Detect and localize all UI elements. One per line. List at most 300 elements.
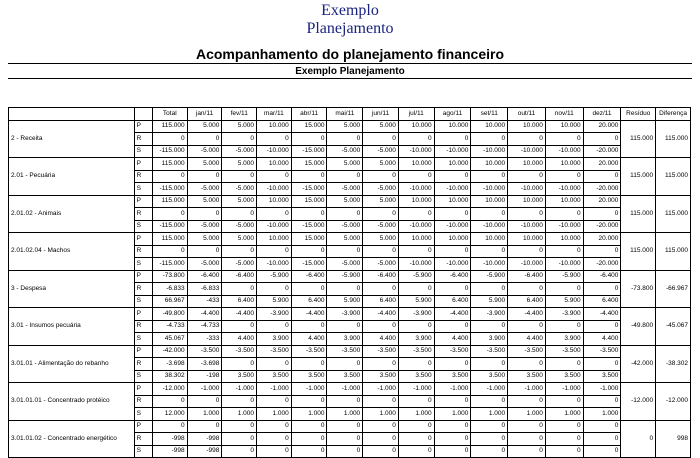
value-cell: -5.900 bbox=[327, 270, 363, 283]
value-cell: 1.000 bbox=[257, 408, 292, 421]
value-cell: -6.833 bbox=[187, 283, 222, 296]
row-type: R bbox=[134, 395, 152, 408]
logo-line-2: Planejamento bbox=[306, 20, 394, 37]
table-row bbox=[9, 308, 691, 321]
value-cell: 0 bbox=[327, 208, 363, 221]
value-cell: -4.733 bbox=[152, 320, 187, 333]
value-cell: 4.400 bbox=[508, 333, 546, 346]
value-cell: 0 bbox=[398, 245, 434, 258]
value-cell: -3.500 bbox=[583, 345, 621, 358]
value-cell: -10.000 bbox=[434, 145, 471, 158]
value-cell: 0 bbox=[222, 358, 257, 371]
value-cell: 3.900 bbox=[327, 333, 363, 346]
value-cell: -5.000 bbox=[327, 220, 363, 233]
value-cell: 0 bbox=[508, 133, 546, 146]
value-cell: 0 bbox=[187, 133, 222, 146]
value-cell: -4.400 bbox=[291, 308, 327, 321]
value-cell: -3.500 bbox=[291, 345, 327, 358]
account-label: 3.01.01.01 - Concentrado protéico bbox=[9, 383, 135, 421]
column-header: nov/11 bbox=[545, 108, 583, 121]
value-cell: 5.000 bbox=[187, 120, 222, 133]
value-cell: 15.000 bbox=[291, 195, 327, 208]
value-cell: 10.000 bbox=[471, 233, 508, 246]
value-cell: 0 bbox=[187, 420, 222, 433]
value-cell: 0 bbox=[583, 433, 621, 446]
row-type: S bbox=[134, 145, 152, 158]
value-cell: -4.400 bbox=[222, 308, 257, 321]
value-cell: 5.900 bbox=[398, 295, 434, 308]
value-cell: 0 bbox=[545, 433, 583, 446]
value-cell: -10.000 bbox=[508, 183, 546, 196]
value-cell: -10.000 bbox=[257, 145, 292, 158]
value-cell: 1.000 bbox=[363, 408, 399, 421]
value-cell: -3.500 bbox=[545, 345, 583, 358]
row-type: R bbox=[134, 245, 152, 258]
value-cell: 0 bbox=[291, 170, 327, 183]
value-cell: 0 bbox=[363, 208, 399, 221]
row-type: R bbox=[134, 133, 152, 146]
value-cell: 10.000 bbox=[508, 195, 546, 208]
value-cell: 0 bbox=[434, 445, 471, 458]
value-cell: -5.000 bbox=[187, 183, 222, 196]
column-header: abr/11 bbox=[291, 108, 327, 121]
value-cell: 5.900 bbox=[257, 295, 292, 308]
value-cell: 5.000 bbox=[222, 233, 257, 246]
value-cell: -5.900 bbox=[471, 270, 508, 283]
value-cell: -3.500 bbox=[187, 345, 222, 358]
value-cell: 0 bbox=[152, 170, 187, 183]
value-cell: -20.000 bbox=[583, 145, 621, 158]
value-cell: -3.900 bbox=[545, 308, 583, 321]
value-cell: 0 bbox=[434, 395, 471, 408]
value-cell: 10.000 bbox=[398, 158, 434, 171]
value-cell: 10.000 bbox=[508, 233, 546, 246]
value-cell: -20.000 bbox=[583, 183, 621, 196]
value-cell: -5.900 bbox=[545, 270, 583, 283]
column-header: fev/11 bbox=[222, 108, 257, 121]
value-cell: 0 bbox=[508, 395, 546, 408]
value-cell: 0 bbox=[434, 208, 471, 221]
value-cell: 0 bbox=[583, 283, 621, 296]
value-cell: 0 bbox=[398, 395, 434, 408]
column-header: mai/11 bbox=[327, 108, 363, 121]
value-cell: 0 bbox=[434, 320, 471, 333]
value-cell: 20.000 bbox=[583, 195, 621, 208]
value-cell: -5.000 bbox=[363, 145, 399, 158]
value-cell: 3.500 bbox=[222, 370, 257, 383]
value-cell: 5.000 bbox=[187, 233, 222, 246]
diferenca-cell: -38.302 bbox=[656, 345, 691, 383]
report-subtitle: Exemplo Planejamento bbox=[295, 66, 405, 77]
value-cell: 5.000 bbox=[327, 120, 363, 133]
value-cell: 0 bbox=[545, 445, 583, 458]
value-cell: -1.000 bbox=[583, 383, 621, 396]
value-cell: -5.000 bbox=[187, 220, 222, 233]
value-cell: 0 bbox=[508, 320, 546, 333]
value-cell: 5.000 bbox=[327, 195, 363, 208]
value-cell: -6.400 bbox=[291, 270, 327, 283]
value-cell: 0 bbox=[152, 133, 187, 146]
value-cell: -10.000 bbox=[398, 145, 434, 158]
value-cell: -5.000 bbox=[222, 145, 257, 158]
value-cell: 0 bbox=[152, 208, 187, 221]
value-cell: 3.500 bbox=[545, 370, 583, 383]
row-type: P bbox=[134, 308, 152, 321]
value-cell: 0 bbox=[291, 358, 327, 371]
value-cell: 0 bbox=[327, 358, 363, 371]
value-cell: 0 bbox=[471, 395, 508, 408]
value-cell: -4.400 bbox=[434, 308, 471, 321]
value-cell: -10.000 bbox=[257, 258, 292, 271]
value-cell: 0 bbox=[434, 170, 471, 183]
value-cell: 3.500 bbox=[434, 370, 471, 383]
value-cell: -10.000 bbox=[434, 183, 471, 196]
value-cell: -1.000 bbox=[257, 383, 292, 396]
value-cell: 0 bbox=[508, 445, 546, 458]
value-cell: 0 bbox=[545, 208, 583, 221]
value-cell: 0 bbox=[583, 133, 621, 146]
value-cell: 0 bbox=[398, 358, 434, 371]
column-header: mar/11 bbox=[257, 108, 292, 121]
row-type: P bbox=[134, 270, 152, 283]
value-cell: 0 bbox=[291, 420, 327, 433]
value-cell: 0 bbox=[434, 245, 471, 258]
value-cell: 0 bbox=[152, 245, 187, 258]
value-cell: 0 bbox=[257, 445, 292, 458]
value-cell: 0 bbox=[545, 245, 583, 258]
diferenca-cell: 115.000 bbox=[656, 120, 691, 158]
residuo-cell: -12.000 bbox=[621, 383, 656, 421]
value-cell: 3.500 bbox=[257, 370, 292, 383]
table-row bbox=[9, 345, 691, 358]
value-cell: 0 bbox=[545, 283, 583, 296]
account-label: 3.01 - Insumos pecuária bbox=[9, 308, 135, 346]
value-cell: 0 bbox=[471, 170, 508, 183]
value-cell: 6.400 bbox=[583, 295, 621, 308]
value-cell: -5.000 bbox=[187, 145, 222, 158]
value-cell: 1.000 bbox=[222, 408, 257, 421]
value-cell: -1.000 bbox=[545, 383, 583, 396]
value-cell: 0 bbox=[583, 395, 621, 408]
value-cell: 0 bbox=[583, 420, 621, 433]
value-cell: 0 bbox=[583, 358, 621, 371]
value-cell: 3.900 bbox=[398, 333, 434, 346]
value-cell: -15.000 bbox=[291, 220, 327, 233]
residuo-cell: -73.800 bbox=[621, 270, 656, 308]
value-cell: -3.500 bbox=[363, 345, 399, 358]
account-label: 2.01.02.04 - Machos bbox=[9, 233, 135, 271]
value-cell: 0 bbox=[257, 133, 292, 146]
value-cell: 0 bbox=[222, 170, 257, 183]
value-cell: -3.900 bbox=[398, 308, 434, 321]
residuo-cell: -49.800 bbox=[621, 308, 656, 346]
value-cell: -115.000 bbox=[152, 258, 187, 271]
value-cell: 4.400 bbox=[291, 333, 327, 346]
value-cell: -3.900 bbox=[327, 308, 363, 321]
table-row bbox=[9, 270, 691, 283]
value-cell: 0 bbox=[398, 420, 434, 433]
value-cell: 3.900 bbox=[257, 333, 292, 346]
value-cell: 5.900 bbox=[471, 295, 508, 308]
value-cell: -3.500 bbox=[508, 345, 546, 358]
value-cell: 4.400 bbox=[583, 333, 621, 346]
value-cell: 0 bbox=[508, 283, 546, 296]
value-cell: 3.500 bbox=[471, 370, 508, 383]
value-cell: 0 bbox=[471, 420, 508, 433]
value-cell: 4.400 bbox=[363, 333, 399, 346]
value-cell: 4.400 bbox=[222, 333, 257, 346]
value-cell: 20.000 bbox=[583, 120, 621, 133]
value-cell: 3.500 bbox=[327, 370, 363, 383]
value-cell: -333 bbox=[187, 333, 222, 346]
value-cell: -10.000 bbox=[545, 145, 583, 158]
value-cell: 10.000 bbox=[434, 120, 471, 133]
value-cell: 0 bbox=[222, 245, 257, 258]
value-cell: -10.000 bbox=[257, 183, 292, 196]
value-cell: 0 bbox=[257, 433, 292, 446]
title-divider bbox=[8, 63, 692, 64]
row-type: P bbox=[134, 345, 152, 358]
value-cell: 15.000 bbox=[291, 120, 327, 133]
row-type: S bbox=[134, 295, 152, 308]
value-cell: -6.400 bbox=[434, 270, 471, 283]
value-cell: -3.500 bbox=[398, 345, 434, 358]
value-cell: 115.000 bbox=[152, 158, 187, 171]
value-cell: 0 bbox=[434, 358, 471, 371]
value-cell: 0 bbox=[545, 170, 583, 183]
value-cell: 0 bbox=[363, 433, 399, 446]
value-cell: -5.000 bbox=[187, 258, 222, 271]
value-cell: 0 bbox=[222, 445, 257, 458]
value-cell: 0 bbox=[508, 208, 546, 221]
value-cell: -20.000 bbox=[583, 220, 621, 233]
value-cell: -3.500 bbox=[257, 345, 292, 358]
planning-table bbox=[8, 107, 691, 458]
value-cell: 1.000 bbox=[327, 408, 363, 421]
row-type: S bbox=[134, 258, 152, 271]
value-cell: -998 bbox=[187, 433, 222, 446]
row-type: S bbox=[134, 183, 152, 196]
value-cell: -10.000 bbox=[508, 258, 546, 271]
value-cell: 0 bbox=[257, 170, 292, 183]
value-cell: 0 bbox=[398, 283, 434, 296]
value-cell: -998 bbox=[187, 445, 222, 458]
value-cell: 0 bbox=[327, 320, 363, 333]
value-cell: 0 bbox=[152, 420, 187, 433]
value-cell: -998 bbox=[152, 445, 187, 458]
value-cell: 0 bbox=[327, 133, 363, 146]
value-cell: -10.000 bbox=[471, 145, 508, 158]
value-cell: -73.800 bbox=[152, 270, 187, 283]
value-cell: -1.000 bbox=[363, 383, 399, 396]
value-cell: -10.000 bbox=[257, 220, 292, 233]
value-cell: 5.000 bbox=[187, 158, 222, 171]
value-cell: -4.400 bbox=[363, 308, 399, 321]
value-cell: -10.000 bbox=[471, 183, 508, 196]
value-cell: 0 bbox=[257, 283, 292, 296]
value-cell: 5.000 bbox=[327, 233, 363, 246]
value-cell: 0 bbox=[222, 420, 257, 433]
value-cell: -4.400 bbox=[508, 308, 546, 321]
table-row bbox=[9, 420, 691, 433]
value-cell: 0 bbox=[545, 133, 583, 146]
row-type: R bbox=[134, 320, 152, 333]
column-header: ago/11 bbox=[434, 108, 471, 121]
value-cell: 0 bbox=[471, 208, 508, 221]
value-cell: 1.000 bbox=[187, 408, 222, 421]
column-header: Diferença bbox=[656, 108, 691, 121]
value-cell: 0 bbox=[327, 170, 363, 183]
value-cell: 10.000 bbox=[508, 158, 546, 171]
row-type: R bbox=[134, 283, 152, 296]
value-cell: 0 bbox=[583, 245, 621, 258]
value-cell: -6.833 bbox=[152, 283, 187, 296]
value-cell: 0 bbox=[363, 358, 399, 371]
value-cell: -6.400 bbox=[363, 270, 399, 283]
value-cell: -998 bbox=[152, 433, 187, 446]
logo-line-1: Exemplo bbox=[321, 2, 379, 19]
value-cell: 0 bbox=[327, 445, 363, 458]
value-cell: -1.000 bbox=[327, 383, 363, 396]
value-cell: 10.000 bbox=[508, 120, 546, 133]
value-cell: 20.000 bbox=[583, 233, 621, 246]
row-type: R bbox=[134, 208, 152, 221]
value-cell: 0 bbox=[545, 358, 583, 371]
value-cell: 0 bbox=[398, 170, 434, 183]
value-cell: 0 bbox=[508, 170, 546, 183]
column-header: jun/11 bbox=[363, 108, 399, 121]
value-cell: 0 bbox=[583, 320, 621, 333]
value-cell: -3.698 bbox=[187, 358, 222, 371]
value-cell: 1.000 bbox=[508, 408, 546, 421]
value-cell: -5.000 bbox=[363, 220, 399, 233]
value-cell: -198 bbox=[187, 370, 222, 383]
report-title: Acompanhamento do planejamento financeiro bbox=[195, 46, 505, 62]
value-cell: 0 bbox=[471, 358, 508, 371]
value-cell: 0 bbox=[257, 395, 292, 408]
table-row bbox=[9, 120, 691, 133]
column-header: jan/11 bbox=[187, 108, 222, 121]
diferenca-cell: 115.000 bbox=[656, 158, 691, 196]
value-cell: 0 bbox=[508, 420, 546, 433]
value-cell: -15.000 bbox=[291, 145, 327, 158]
value-cell: -10.000 bbox=[434, 258, 471, 271]
value-cell: 0 bbox=[508, 245, 546, 258]
diferenca-cell: 115.000 bbox=[656, 233, 691, 271]
value-cell: 6.400 bbox=[434, 295, 471, 308]
value-cell: -10.000 bbox=[545, 183, 583, 196]
value-cell: 5.000 bbox=[363, 120, 399, 133]
value-cell: 10.000 bbox=[545, 233, 583, 246]
diferenca-cell: -12.000 bbox=[656, 383, 691, 421]
value-cell: 5.000 bbox=[222, 120, 257, 133]
subtitle-divider bbox=[8, 78, 692, 79]
value-cell: -3.500 bbox=[222, 345, 257, 358]
value-cell: 3.500 bbox=[583, 370, 621, 383]
value-cell: -1.000 bbox=[291, 383, 327, 396]
value-cell: 0 bbox=[471, 133, 508, 146]
column-header: set/11 bbox=[471, 108, 508, 121]
value-cell: -3.500 bbox=[327, 345, 363, 358]
value-cell: -1.000 bbox=[434, 383, 471, 396]
value-cell: 0 bbox=[327, 433, 363, 446]
value-cell: -1.000 bbox=[187, 383, 222, 396]
value-cell: 0 bbox=[508, 433, 546, 446]
value-cell: 10.000 bbox=[398, 120, 434, 133]
value-cell: 3.500 bbox=[508, 370, 546, 383]
value-cell: 0 bbox=[291, 445, 327, 458]
value-cell: -6.400 bbox=[508, 270, 546, 283]
value-cell: 0 bbox=[583, 208, 621, 221]
value-cell: -10.000 bbox=[398, 183, 434, 196]
value-cell: -10.000 bbox=[398, 220, 434, 233]
value-cell: 5.000 bbox=[222, 158, 257, 171]
brand-logo bbox=[0, 2, 700, 38]
value-cell: 0 bbox=[471, 245, 508, 258]
value-cell: -10.000 bbox=[434, 220, 471, 233]
row-type: P bbox=[134, 120, 152, 133]
value-cell: -5.000 bbox=[222, 183, 257, 196]
value-cell: -6.400 bbox=[222, 270, 257, 283]
value-cell: 0 bbox=[363, 133, 399, 146]
value-cell: 0 bbox=[327, 245, 363, 258]
value-cell: 3.500 bbox=[398, 370, 434, 383]
value-cell: 10.000 bbox=[471, 195, 508, 208]
value-cell: 0 bbox=[187, 395, 222, 408]
value-cell: 66.967 bbox=[152, 295, 187, 308]
header-type bbox=[134, 108, 152, 121]
value-cell: 1.000 bbox=[583, 408, 621, 421]
residuo-cell: 0 bbox=[621, 420, 656, 458]
table-row bbox=[9, 233, 691, 246]
value-cell: 0 bbox=[471, 320, 508, 333]
value-cell: 115.000 bbox=[152, 233, 187, 246]
value-cell: 0 bbox=[363, 320, 399, 333]
row-type: R bbox=[134, 358, 152, 371]
account-label: 3.01.01.02 - Concentrado energético bbox=[9, 420, 135, 458]
value-cell: 5.000 bbox=[222, 195, 257, 208]
row-type: R bbox=[134, 170, 152, 183]
value-cell: 0 bbox=[363, 170, 399, 183]
value-cell: 0 bbox=[471, 445, 508, 458]
value-cell: -433 bbox=[187, 295, 222, 308]
value-cell: 0 bbox=[434, 283, 471, 296]
value-cell: 0 bbox=[291, 283, 327, 296]
value-cell: -10.000 bbox=[508, 145, 546, 158]
value-cell: 0 bbox=[257, 208, 292, 221]
account-label: 2.01 - Pecuária bbox=[9, 158, 135, 196]
value-cell: 1.000 bbox=[398, 408, 434, 421]
account-label: 3.01.01 - Alimentação do rebanho bbox=[9, 345, 135, 383]
value-cell: 0 bbox=[327, 420, 363, 433]
value-cell: -12.000 bbox=[152, 383, 187, 396]
value-cell: 0 bbox=[363, 245, 399, 258]
value-cell: 10.000 bbox=[471, 158, 508, 171]
value-cell: 0 bbox=[363, 420, 399, 433]
row-type: P bbox=[134, 233, 152, 246]
value-cell: 0 bbox=[222, 283, 257, 296]
value-cell: 0 bbox=[398, 445, 434, 458]
value-cell: 0 bbox=[187, 170, 222, 183]
value-cell: -1.000 bbox=[398, 383, 434, 396]
value-cell: 5.000 bbox=[363, 233, 399, 246]
value-cell: -5.000 bbox=[363, 258, 399, 271]
row-type: S bbox=[134, 370, 152, 383]
value-cell: 4.400 bbox=[434, 333, 471, 346]
value-cell: 12.000 bbox=[152, 408, 187, 421]
value-cell: -5.000 bbox=[222, 258, 257, 271]
value-cell: 0 bbox=[257, 358, 292, 371]
